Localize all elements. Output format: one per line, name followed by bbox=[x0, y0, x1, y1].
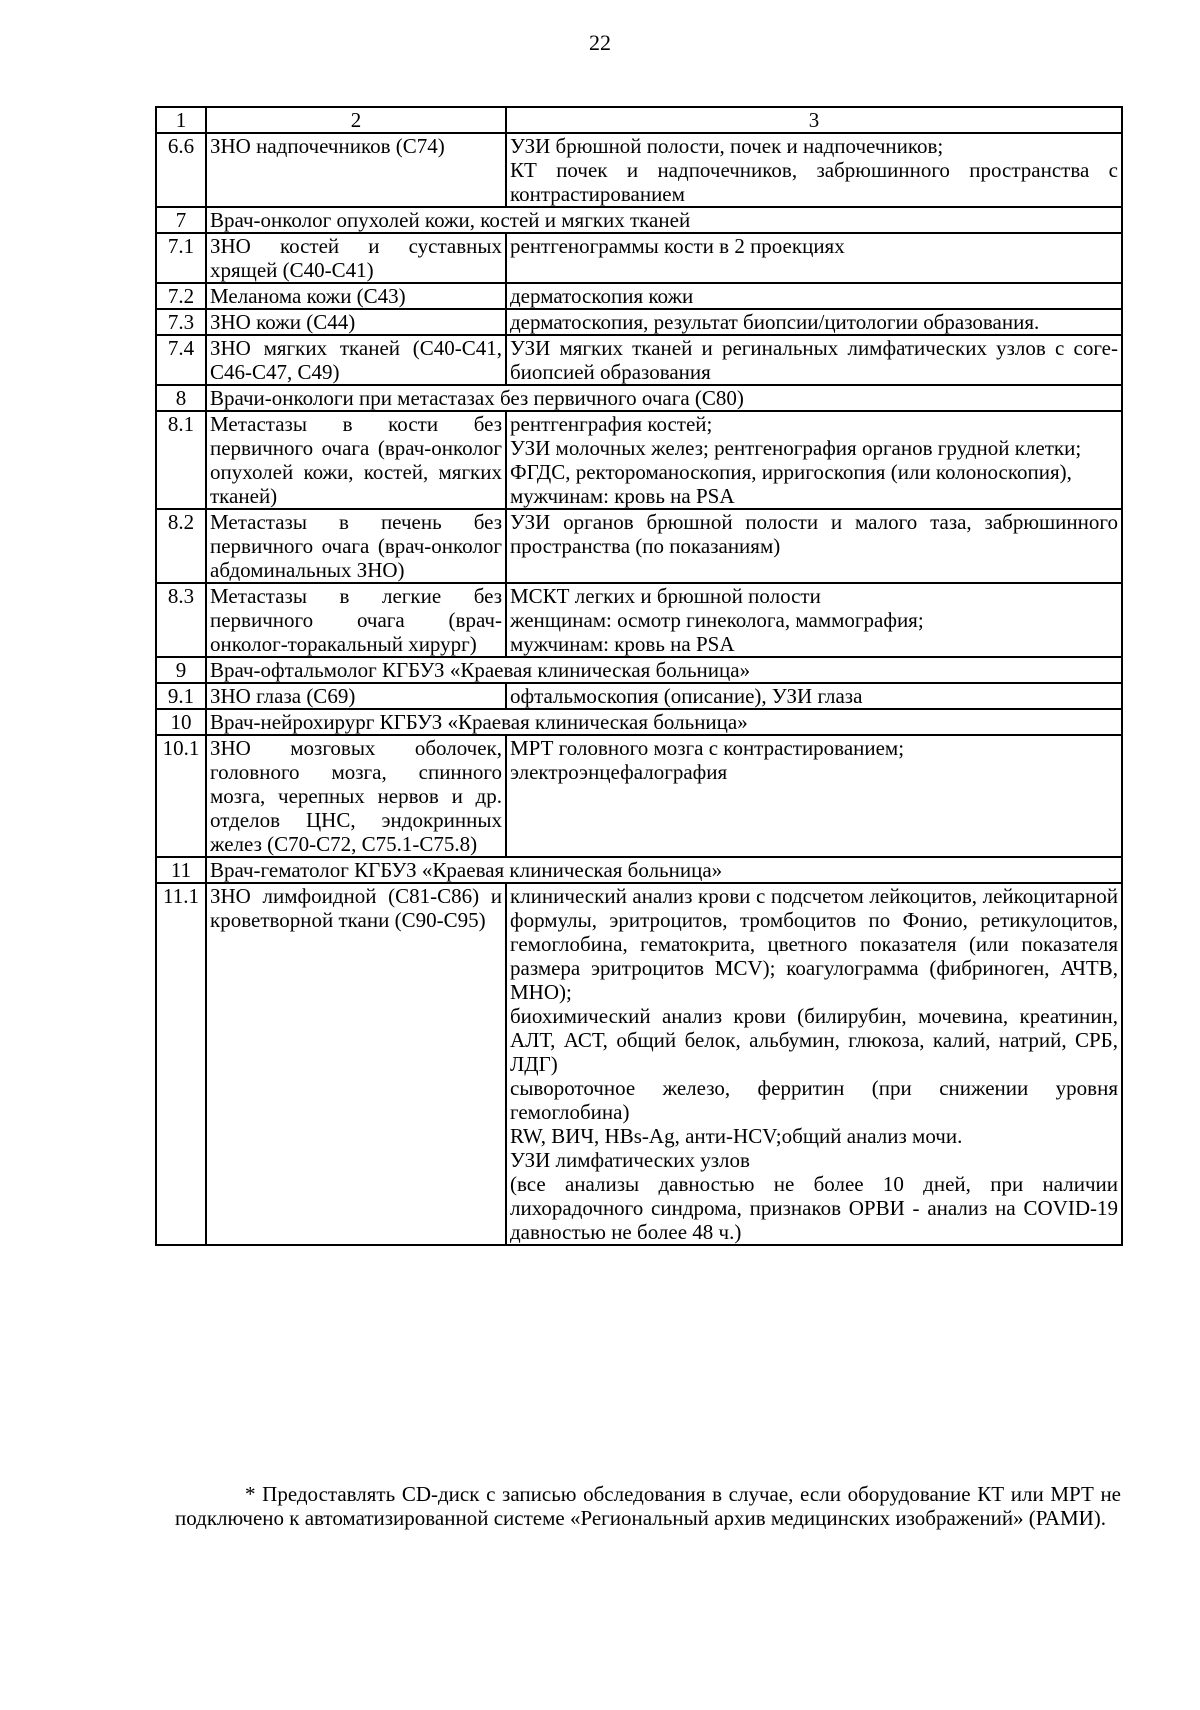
section-row bbox=[156, 657, 1122, 683]
row-number: 7 bbox=[156, 207, 206, 233]
header-col-1: 1 bbox=[156, 107, 206, 133]
examination-item: рентгенограммы кости в 2 проекциях bbox=[510, 234, 845, 258]
row-number: 10 bbox=[156, 709, 206, 735]
diagnosis-cell: ЗНО надпочечников (С74) bbox=[206, 133, 506, 207]
examination-item: женщинам: осмотр гинеколога, маммография; bbox=[510, 608, 924, 632]
examination-item: МСКТ легких и брюшной полости bbox=[510, 584, 821, 608]
examination-item: УЗИ мягких тканей и регинальных лимфатических узлов с соге-биопсией образования bbox=[510, 336, 1118, 384]
examination-item: КТ почек и надпочечников, забрюшинного пространства с контрастированием bbox=[510, 158, 1118, 206]
row-number: 8.2 bbox=[156, 509, 206, 583]
examination-item: МРТ головного мозга с контрастированием; bbox=[510, 736, 905, 760]
table-row bbox=[156, 335, 1122, 385]
examination-item: УЗИ органов брюшной полости и малого таза, забрюшинного пространства (по показаниям) bbox=[510, 510, 1118, 558]
row-number: 8 bbox=[156, 385, 206, 411]
examination-item: УЗИ молочных желез; рентгенография органов грудной клетки; bbox=[510, 436, 1082, 460]
diagnosis-cell: ЗНО костей и суставных хрящей (С40-С41) bbox=[206, 233, 506, 283]
row-number: 9 bbox=[156, 657, 206, 683]
section-title: Врачи-онкологи при метастазах без первичного очага (С80) bbox=[206, 385, 1122, 411]
examination-item: мужчинам: кровь на PSA bbox=[510, 484, 735, 508]
examination-item: УЗИ брюшной полости, почек и надпочечников; bbox=[510, 134, 944, 158]
row-number: 7.4 bbox=[156, 335, 206, 385]
exam-table-body bbox=[156, 107, 1122, 1245]
examination-item: (все анализы давностью не более 10 дней, при наличии лихорадочного синдрома, признаков ОРВИ - анализ на COVID-19 давностью не более 48 ч.) bbox=[510, 1172, 1118, 1244]
section-row bbox=[156, 207, 1122, 233]
row-number: 11 bbox=[156, 857, 206, 883]
examination-item: ФГДС, ректороманоскопия, ирригоскопия (или колоноскопия), bbox=[510, 460, 1072, 484]
header-col-2: 2 bbox=[206, 107, 506, 133]
examination-cell bbox=[506, 509, 1122, 583]
diagnosis-cell: ЗНО мозговых оболочек, головного мозга, спинного мозга, черепных нервов и др. отделов ЦНС, эндокринных желез (С70-С72, С75.1-С75.8) bbox=[206, 735, 506, 857]
examination-cell bbox=[506, 283, 1122, 309]
row-number: 7.2 bbox=[156, 283, 206, 309]
examination-item: УЗИ лимфатических узлов bbox=[510, 1148, 750, 1172]
section-title: Врач-онколог опухолей кожи, костей и мягких тканей bbox=[206, 207, 1122, 233]
examination-item: дерматоскопия кожи bbox=[510, 284, 694, 308]
diagnosis-cell: ЗНО лимфоидной (С81-С86) и кроветворной ткани (С90-С95) bbox=[206, 883, 506, 1245]
table-header-row bbox=[156, 107, 1122, 133]
table-row bbox=[156, 411, 1122, 509]
section-title: Врач-гематолог КГБУЗ «Краевая клиническая больница» bbox=[206, 857, 1122, 883]
examination-cell bbox=[506, 735, 1122, 857]
section-row bbox=[156, 709, 1122, 735]
footnote bbox=[175, 1482, 1121, 1530]
row-number: 10.1 bbox=[156, 735, 206, 857]
examination-item: электроэнцефалография bbox=[510, 760, 728, 784]
table-row bbox=[156, 509, 1122, 583]
diagnosis-cell: Меланома кожи (С43) bbox=[206, 283, 506, 309]
section-title: Врач-нейрохирург КГБУЗ «Краевая клиническая больница» bbox=[206, 709, 1122, 735]
examination-item: сывороточное железо, ферритин (при снижении уровня гемоглобина) bbox=[510, 1076, 1118, 1124]
page-number: 22 bbox=[589, 30, 611, 55]
section-title: Врач-офтальмолог КГБУЗ «Краевая клиническая больница» bbox=[206, 657, 1122, 683]
table-row bbox=[156, 583, 1122, 657]
table-row bbox=[156, 309, 1122, 335]
examination-cell bbox=[506, 883, 1122, 1245]
examination-cell bbox=[506, 683, 1122, 709]
examination-cell bbox=[506, 335, 1122, 385]
diagnosis-cell: ЗНО мягких тканей (С40-С41, С46-С47, С49) bbox=[206, 335, 506, 385]
diagnosis-cell: ЗНО глаза (С69) bbox=[206, 683, 506, 709]
exam-table bbox=[155, 106, 1123, 1246]
table-row bbox=[156, 883, 1122, 1245]
section-row bbox=[156, 385, 1122, 411]
row-number: 6.6 bbox=[156, 133, 206, 207]
diagnosis-cell: Метастазы в легкие без первичного очага (врач-онколог-торакальный хирург) bbox=[206, 583, 506, 657]
examination-item: мужчинам: кровь на PSA bbox=[510, 632, 735, 656]
examination-cell bbox=[506, 233, 1122, 283]
table-row bbox=[156, 735, 1122, 857]
examination-item: рентгенграфия костей; bbox=[510, 412, 713, 436]
row-number: 11.1 bbox=[156, 883, 206, 1245]
examination-cell bbox=[506, 583, 1122, 657]
diagnosis-cell: ЗНО кожи (С44) bbox=[206, 309, 506, 335]
table-row bbox=[156, 233, 1122, 283]
row-number: 7.3 bbox=[156, 309, 206, 335]
examination-cell bbox=[506, 133, 1122, 207]
row-number: 9.1 bbox=[156, 683, 206, 709]
row-number: 8.3 bbox=[156, 583, 206, 657]
table-row bbox=[156, 133, 1122, 207]
table-row bbox=[156, 283, 1122, 309]
examination-item: дерматоскопия, результат биопсии/цитологии образования. bbox=[510, 310, 1040, 334]
section-row bbox=[156, 857, 1122, 883]
examination-cell bbox=[506, 309, 1122, 335]
table-row bbox=[156, 683, 1122, 709]
header-col-3: 3 bbox=[506, 107, 1122, 133]
examination-item: биохимический анализ крови (билирубин, мочевина, креатинин, АЛТ, АСТ, общий белок, альбумин, глюкоза, калий, натрий, СРБ, ЛДГ) bbox=[510, 1004, 1118, 1076]
examination-item: клинический анализ крови с подсчетом лейкоцитов, лейкоцитарной формулы, эритроцитов, тромбоцитов по Фонио, ретикулоцитов, гемоглобина, гематокрита, цветного показателя (или показателя размера эритроцитов MCV); коагулограмма (фибриноген, АЧТВ, МНО); bbox=[510, 884, 1118, 1004]
diagnosis-cell: Метастазы в печень без первичного очага (врач-онколог абдоминальных ЗНО) bbox=[206, 509, 506, 583]
examination-cell bbox=[506, 411, 1122, 509]
row-number: 7.1 bbox=[156, 233, 206, 283]
row-number: 8.1 bbox=[156, 411, 206, 509]
examination-item: RW, ВИЧ, HBs-Ag, анти-HCV;общий анализ мочи. bbox=[510, 1124, 963, 1148]
diagnosis-cell: Метастазы в кости без первичного очага (врач-онколог опухолей кожи, костей, мягких тканей) bbox=[206, 411, 506, 509]
footnote-text: * Предоставлять CD-диск с записью обследования в случае, если оборудование КТ или МРТ не подключено к автоматизированной системе «Региональный архив медицинских изображений» (РАМИ). bbox=[175, 1482, 1121, 1530]
examination-item: офтальмоскопия (описание), УЗИ глаза bbox=[510, 684, 863, 708]
